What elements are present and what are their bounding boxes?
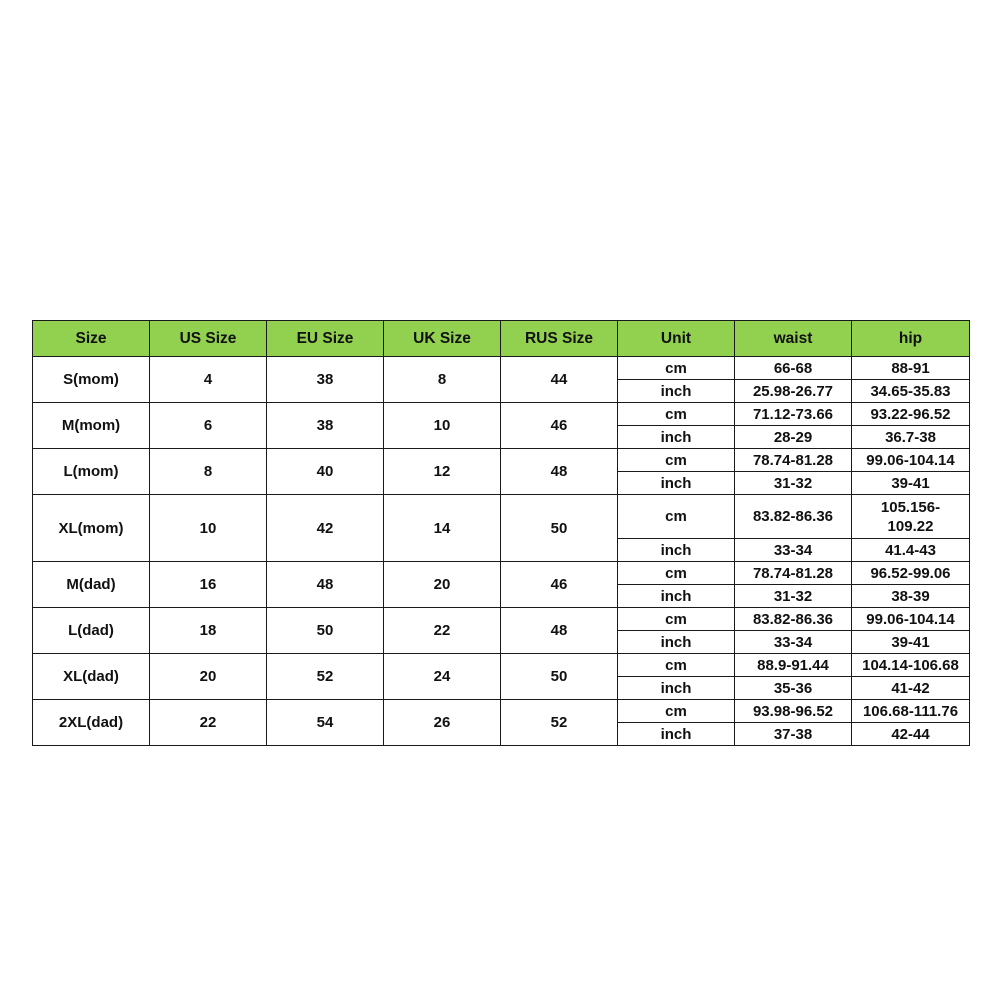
table-header [33,321,970,357]
us-size-cell: 6 [150,403,267,449]
rus-size-cell: 48 [501,608,618,654]
eu-size-cell: 38 [267,403,384,449]
hip-cell: 34.65-35.83 [852,380,970,403]
unit-cell: inch [618,426,735,449]
us-size-cell: 16 [150,562,267,608]
hip-cell: 39-41 [852,472,970,495]
rus-size-cell: 50 [501,495,618,562]
size-cell: XL(mom) [33,495,150,562]
table-row [33,654,970,677]
eu-size-cell: 40 [267,449,384,495]
waist-cell: 31-32 [735,585,852,608]
eu-size-cell: 54 [267,700,384,746]
unit-cell: inch [618,585,735,608]
rus-size-cell: 46 [501,403,618,449]
uk-size-cell: 26 [384,700,501,746]
hip-cell: 104.14-106.68 [852,654,970,677]
eu-size-cell: 50 [267,608,384,654]
hip-cell: 93.22-96.52 [852,403,970,426]
unit-cell: inch [618,723,735,746]
unit-cell: inch [618,472,735,495]
hip-cell: 36.7-38 [852,426,970,449]
rus-size-cell: 50 [501,654,618,700]
waist-cell: 93.98-96.52 [735,700,852,723]
eu-size-cell: 52 [267,654,384,700]
unit-cell: cm [618,449,735,472]
rus-size-cell: 52 [501,700,618,746]
uk-size-cell: 12 [384,449,501,495]
unit-cell: cm [618,403,735,426]
table-row [33,700,970,723]
us-size-cell: 18 [150,608,267,654]
size-cell: 2XL(dad) [33,700,150,746]
size-chart-table [32,320,970,746]
us-size-cell: 22 [150,700,267,746]
size-cell: M(dad) [33,562,150,608]
waist-cell: 33-34 [735,631,852,654]
unit-cell: cm [618,608,735,631]
waist-cell: 66-68 [735,357,852,380]
hip-cell: 105.156-109.22 [852,495,970,539]
waist-cell: 33-34 [735,539,852,562]
unit-cell: cm [618,654,735,677]
header-eu-size: EU Size [267,321,384,357]
waist-cell: 28-29 [735,426,852,449]
waist-cell: 25.98-26.77 [735,380,852,403]
hip-cell: 41-42 [852,677,970,700]
unit-cell: cm [618,495,735,539]
eu-size-cell: 42 [267,495,384,562]
waist-cell: 83.82-86.36 [735,495,852,539]
rus-size-cell: 48 [501,449,618,495]
unit-cell: inch [618,631,735,654]
rus-size-cell: 46 [501,562,618,608]
uk-size-cell: 8 [384,357,501,403]
table-row [33,562,970,585]
header-row [33,321,970,357]
uk-size-cell: 20 [384,562,501,608]
table-row [33,449,970,472]
eu-size-cell: 38 [267,357,384,403]
hip-cell: 41.4-43 [852,539,970,562]
waist-cell: 78.74-81.28 [735,562,852,585]
waist-cell: 37-38 [735,723,852,746]
size-cell: M(mom) [33,403,150,449]
hip-cell: 42-44 [852,723,970,746]
hip-cell: 106.68-111.76 [852,700,970,723]
us-size-cell: 20 [150,654,267,700]
unit-cell: inch [618,677,735,700]
waist-cell: 35-36 [735,677,852,700]
waist-cell: 88.9-91.44 [735,654,852,677]
eu-size-cell: 48 [267,562,384,608]
header-hip: hip [852,321,970,357]
header-us-size: US Size [150,321,267,357]
unit-cell: cm [618,700,735,723]
unit-cell: inch [618,380,735,403]
us-size-cell: 10 [150,495,267,562]
size-cell: L(mom) [33,449,150,495]
unit-cell: cm [618,357,735,380]
hip-cell: 39-41 [852,631,970,654]
table-body [33,357,970,746]
unit-cell: cm [618,562,735,585]
waist-cell: 78.74-81.28 [735,449,852,472]
hip-cell: 96.52-99.06 [852,562,970,585]
table-row [33,495,970,539]
table-row [33,357,970,380]
hip-cell: 38-39 [852,585,970,608]
waist-cell: 83.82-86.36 [735,608,852,631]
hip-cell: 99.06-104.14 [852,608,970,631]
rus-size-cell: 44 [501,357,618,403]
waist-cell: 31-32 [735,472,852,495]
header-uk-size: UK Size [384,321,501,357]
uk-size-cell: 22 [384,608,501,654]
us-size-cell: 8 [150,449,267,495]
size-cell: XL(dad) [33,654,150,700]
uk-size-cell: 24 [384,654,501,700]
uk-size-cell: 10 [384,403,501,449]
table-row [33,403,970,426]
header-size: Size [33,321,150,357]
size-cell: L(dad) [33,608,150,654]
header-waist: waist [735,321,852,357]
hip-cell: 88-91 [852,357,970,380]
waist-cell: 71.12-73.66 [735,403,852,426]
uk-size-cell: 14 [384,495,501,562]
size-cell: S(mom) [33,357,150,403]
unit-cell: inch [618,539,735,562]
header-unit: Unit [618,321,735,357]
header-rus-size: RUS Size [501,321,618,357]
us-size-cell: 4 [150,357,267,403]
table-row [33,608,970,631]
hip-cell: 99.06-104.14 [852,449,970,472]
